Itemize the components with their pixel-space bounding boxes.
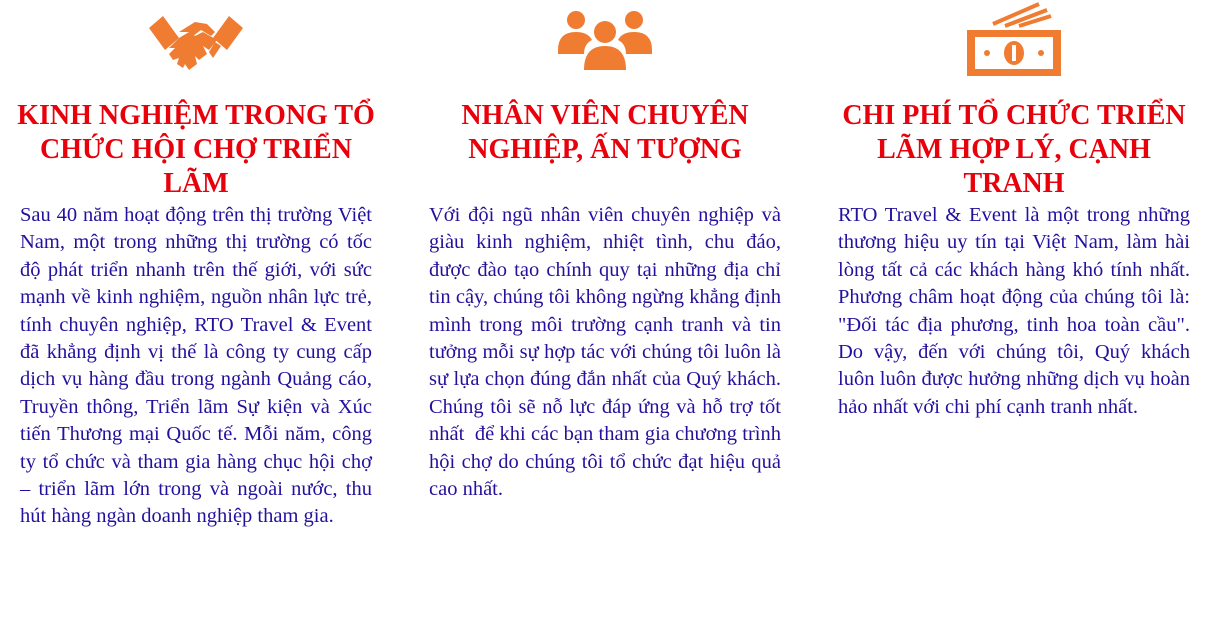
feature-description: Sau 40 năm hoạt động trên thị trường Việt Nam, một trong những thị trường có tốc độ phát triển nhanh trên thế giới, với sức mạnh về kinh nghiệm, nguồn nhân lực trẻ, tính chuyên nghiệp, RTO Travel & Event đã khẳng định vị thế là công ty cung cấp dịch vụ hàng đầu trong ngành Quảng cáo, Truyền thông, Triển lãm Sự kiện và Xúc tiến Thương mại Quốc tế. Mỗi năm, công ty tổ chức và tham gia hàng chục hội chợ – triển lãm lớn trong và ngoài nước, thu hút hàng ngàn doanh nghiệp tham gia.: [20, 204, 378, 528]
feature-description: Với đội ngũ nhân viên chuyên nghiệp và giàu kinh nghiệm, nhiệt tình, chu đáo, được đào tạo chính quy tại những địa chỉ tin cậy, chúng tôi không ngừng khẳng định mình trong môi trường cạnh tranh và tin tưởng mỗi sự hợp tác với chúng tôi luôn là sự lựa chọn đúng đắn nhất của Quý khách. Chúng tôi sẽ nỗ lực đáp ứng và hỗ trợ tốt nhất để khi các bạn tham gia chương trình hội chợ do chúng tôi tổ chức đạt hiệu quả cao nhất.: [429, 204, 787, 501]
team-icon: [558, 2, 652, 72]
feature-title: KINH NGHIỆM TRONG TỔ CHỨC HỘI CHỢ TRIỂN LÃM: [17, 100, 375, 199]
feature-title: CHI PHÍ TỔ CHỨC TRIỂN LÃM HỢP LÝ, CẠNH TRANH: [842, 100, 1186, 199]
feature-description: RTO Travel & Event là một trong những thương hiệu uy tín tại Việt Nam, làm hài lòng tất cả các khách hàng khó tính nhất. Phương châm hoạt động của chúng tôi là: "Đối tác địa phương, tinh hoa toàn cầu". Do vậy, đến với chúng tôi, Quý khách luôn luôn được hưởng những dịch vụ hoàn hảo nhất với chi phí cạnh tranh nhất.: [838, 204, 1196, 418]
feature-title: NHÂN VIÊN CHUYÊN NGHIỆP, ẤN TƯỢNG: [461, 100, 749, 165]
money-icon: [965, 2, 1063, 78]
handshake-icon: [149, 2, 243, 88]
